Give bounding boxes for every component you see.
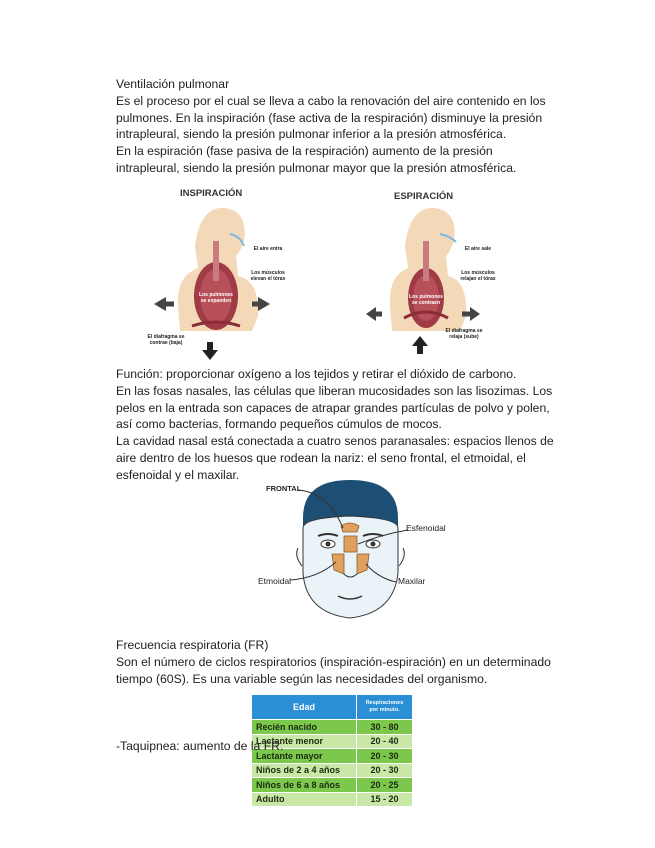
- face-illustration: [258, 478, 458, 623]
- table-cell: Adulto: [252, 792, 357, 807]
- table-row: [252, 720, 412, 735]
- table-cell: Niños de 6 a 8 años: [252, 778, 357, 793]
- table-cell: Lactante menor: [252, 734, 357, 749]
- label-muscles-out: Los músculos relajan el tórax: [460, 270, 496, 282]
- section-frecuencia: [116, 637, 586, 687]
- paragraph-line: pelos en la entrada son capaces de atrapar grandes partículas de polvo y polen,: [116, 400, 550, 415]
- table-cell: 20 - 30: [357, 749, 413, 764]
- label-muscles-in: Los músculos elevan el tórax: [250, 270, 286, 282]
- table-cell: 20 - 40: [357, 734, 413, 749]
- table-cell: 20 - 30: [357, 763, 413, 778]
- respiration-figure: [140, 186, 500, 364]
- table-cell: 30 - 80: [357, 720, 413, 735]
- table-row: [252, 778, 412, 793]
- table-row: [252, 792, 412, 807]
- espiracion-title: ESPIRACIÓN: [394, 191, 454, 202]
- label-diaphragm-out: El diafragma se relaja (sube): [445, 328, 483, 340]
- section-funcion: [116, 366, 586, 484]
- paragraph-line: aire dentro de los huesos que rodean la nariz: el seno frontal, el etmoidal, el: [116, 450, 526, 465]
- taquipnea-note: -Taquipnea: aumento de la FR.: [116, 739, 284, 753]
- paragraph-line: En las fosas nasales, las células que liberan mucosidades son las lisozimas. Los: [116, 383, 553, 398]
- label-air-in: El aire entra: [253, 246, 283, 252]
- label-lungs-out: Los pulmones se contraen: [409, 294, 443, 306]
- paragraph-line: intrapleural, siendo la presión pulmonar inferior a la presión atmosférica.: [116, 127, 507, 142]
- inspiracion-title: INSPIRACIÓN: [180, 188, 243, 199]
- section-ventilacion: [116, 76, 586, 177]
- label-lungs-in: Los pulmones se expanden: [199, 292, 233, 304]
- paragraph-line: Función: proporcionar oxígeno a los tejidos y retirar el dióxido de carbono.: [116, 367, 517, 381]
- table-row: [252, 763, 412, 778]
- paragraph-line: En la espiración (fase pasiva de la respiración) aumento de la presión: [116, 144, 493, 159]
- paragraph-line: Es el proceso por el cual se lleva a cabo la renovación del aire contenido en los: [116, 93, 546, 108]
- paragraph-line: así como bacterias, formando pequeños cúmulos de mocos.: [116, 417, 442, 432]
- paragraph-line: pulmones. En la inspiración (fase activa de la respiración) disminuye la presión: [116, 110, 543, 125]
- label-frontal: FRONTAL: [266, 484, 302, 493]
- paragraph-line: La cavidad nasal está conectada a cuatro senos paranasales: espacios llenos de: [116, 434, 554, 449]
- label-air-out: El aire sale: [464, 246, 492, 252]
- label-etmoidal: Etmoidal: [258, 576, 292, 586]
- table-cell: 20 - 25: [357, 778, 413, 793]
- label-maxilar: Maxilar: [398, 576, 426, 586]
- section-title: Frecuencia respiratoria (FR): [116, 638, 269, 652]
- paragraph-line: intrapleural, siendo la presión pulmonar mayor que la presión atmosférica.: [116, 160, 517, 175]
- table-header-cell: Respiraciones por minuto.: [357, 695, 413, 720]
- paragraph-line: esfenoidal y el maxilar.: [116, 467, 240, 482]
- section-title: Ventilación pulmonar: [116, 77, 230, 91]
- label-diaphragm-in: El diafragma se contrae (baja): [147, 334, 185, 346]
- table-cell: Recién nacido: [252, 720, 357, 735]
- paragraph-line: tiempo (60S). Es una variable según las necesidades del organismo.: [116, 671, 488, 686]
- table-header-cell: Edad: [252, 695, 357, 720]
- table-cell: 15 - 20: [357, 792, 413, 807]
- table-cell: Niños de 2 a 4 años: [252, 763, 357, 778]
- paragraph-line: Son el número de ciclos respiratorios (inspiración-espiración) en un determinado: [116, 654, 551, 669]
- label-esfenoidal: Esfenoidal: [406, 523, 446, 533]
- table-header-row: [252, 695, 412, 720]
- table-cell: Lactante mayor: [252, 749, 357, 764]
- sinus-figure: [258, 478, 458, 623]
